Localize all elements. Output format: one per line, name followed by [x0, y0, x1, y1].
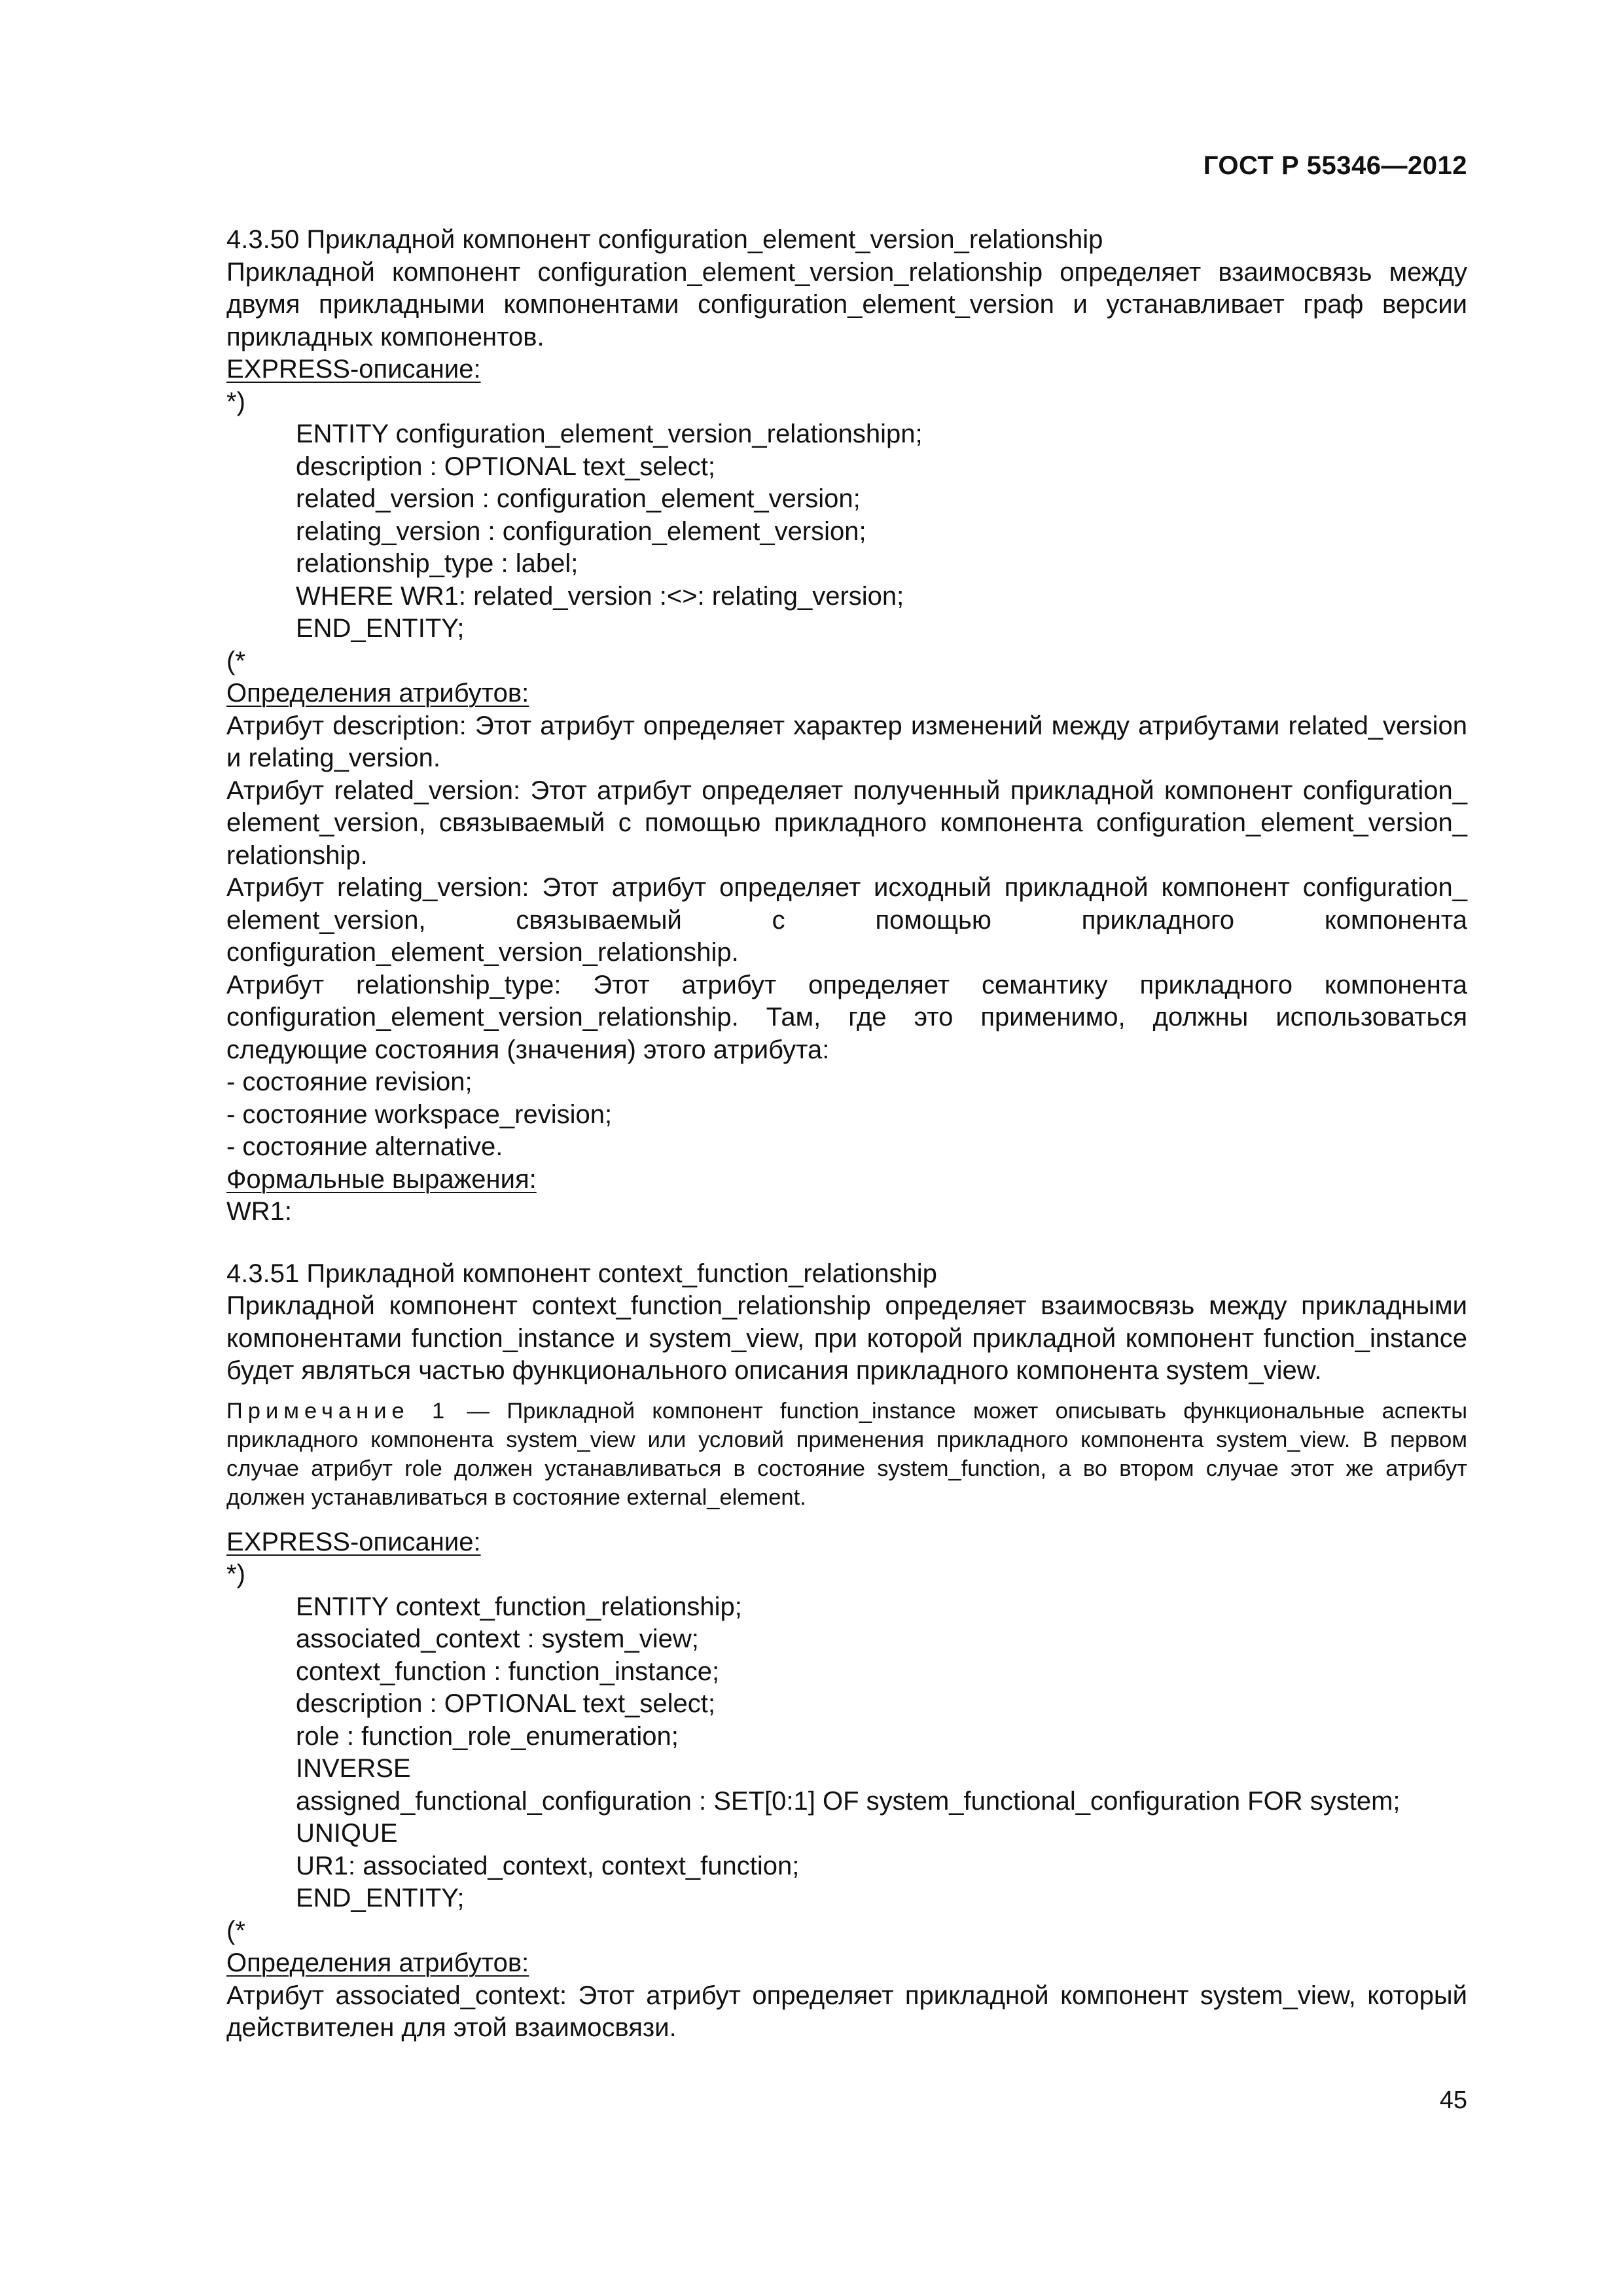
standard-code-header: ГОСТ Р 55346—2012 — [1203, 151, 1467, 180]
attr-definition: Атрибут relationship_type: Этот атрибут определяет семантику прикладного компонента configuration_element_version_relationship. Там, где это применимо, должны использоваться следующие состояния (значения) этого атрибута: — [226, 970, 1467, 1064]
attrs-label — [156, 1947, 1467, 1980]
code-line: description : OPTIONAL text_select; — [296, 1689, 715, 1718]
code-line: END_ENTITY; — [296, 1884, 465, 1912]
state-item: - состояние workspace_revision; — [226, 1100, 613, 1129]
code-line: context_function : function_instance; — [296, 1657, 720, 1686]
attr-definition: Атрибут relating_version: Этот атрибут определяет исходный прикладной компонент configuration_ element_version, связываемый с помощью прикладного компонента configuration_element_version_relationship. — [226, 873, 1467, 967]
code-line: INVERSE — [296, 1754, 411, 1783]
state-item: - состояние revision; — [226, 1067, 473, 1096]
page-content — [156, 224, 1467, 2045]
express-close: (* — [226, 646, 245, 675]
section-50-intro: Прикладной компонент configuration_element_version_relationship определяет взаимосвязь между двумя прикладными компонентами configuration_element_version и устанавливает граф версии прикладных компонентов. — [226, 257, 1467, 351]
express-label-text: EXPRESS-описание: — [226, 355, 481, 384]
section-51-heading: 4.3.51 Прикладной компонент context_function_relationship — [226, 1259, 937, 1288]
express-close: (* — [226, 1916, 245, 1945]
state-item: - состояние alternative. — [226, 1132, 503, 1161]
attrs-label — [156, 677, 1467, 710]
express-label — [156, 353, 1467, 386]
note — [156, 1397, 1467, 1512]
formal-item: WR1: — [226, 1197, 292, 1226]
note-label: Примечание 1 — [226, 1398, 450, 1424]
code-line: UNIQUE — [296, 1819, 398, 1848]
code-line: END_ENTITY; — [296, 614, 465, 643]
code-line: ENTITY context_function_relationship; — [296, 1592, 742, 1621]
code-line: UR1: associated_context, context_function; — [296, 1851, 800, 1880]
attr-definition: Атрибут description: Этот атрибут определяет характер изменений между атрибутами related_version и relating_version. — [226, 711, 1467, 772]
note-text: — Прикладной компонент function_instance может описывать функциональные аспекты прикладного компонента system_view или условий применения прикладного компонента system_view. В первом случае атрибут role должен устанавливаться в состояние system_function, а во втором случае этот же атрибут должен устанавливаться в состояние external_element. — [226, 1398, 1467, 1510]
section-51-intro: Прикладной компонент context_function_relationship определяет взаимосвязь между прикладными компонентами function_instance и system_view, при которой прикладной компонент function_instance будет являться частью функционального описания прикладного компонента system_view. — [226, 1291, 1467, 1385]
code-line: role : function_role_enumeration; — [296, 1721, 679, 1751]
attrs-label-text: Определения атрибутов: — [226, 679, 529, 708]
express-label-text: EXPRESS-описание: — [226, 1527, 481, 1556]
code-line: relationship_type : label; — [296, 549, 579, 578]
code-line: assigned_functional_configuration : SET[0:1] OF system_functional_configuration FOR system; — [296, 1786, 1400, 1816]
page-number: 45 — [1439, 2087, 1467, 2114]
section-50-heading: 4.3.50 Прикладной компонент configuration_element_version_relationship — [226, 225, 1103, 254]
formal-label — [156, 1164, 1467, 1196]
code-line: associated_context : system_view; — [296, 1624, 699, 1653]
express-open: *) — [226, 387, 245, 416]
attrs-label-text: Определения атрибутов: — [226, 1948, 529, 1977]
express-label — [156, 1526, 1467, 1559]
attr-definition: Атрибут related_version: Этот атрибут определяет полученный прикладной компонент configuration_ element_version, связываемый с помощью прикладного компонента configuration_element_version_ relationship. — [226, 776, 1467, 870]
section-gap — [156, 1229, 1467, 1258]
code-line: description : OPTIONAL text_select; — [296, 452, 715, 481]
code-line: WHERE WR1: related_version :<>: relating_version; — [296, 581, 904, 611]
code-line: ENTITY configuration_element_version_relationshipn; — [296, 420, 923, 448]
code-line: related_version : configuration_element_version; — [296, 484, 861, 513]
code-line: relating_version : configuration_element_version; — [296, 516, 866, 546]
formal-label-text: Формальные выражения: — [226, 1164, 537, 1194]
attr-definition: Атрибут associated_context: Этот атрибут определяет прикладной компонент system_view, который действителен для этой взаимосвязи. — [226, 1981, 1467, 2042]
express-open: *) — [226, 1560, 245, 1588]
